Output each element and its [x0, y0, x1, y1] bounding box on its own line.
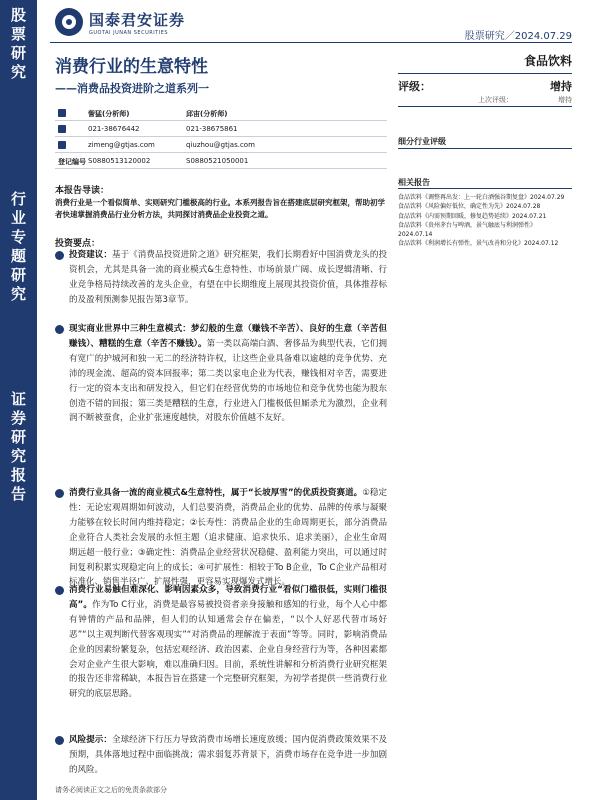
- key-points-title: 投资要点：: [55, 239, 101, 249]
- key-point-head: 投资建议：: [69, 250, 112, 260]
- registration-label: 登记编号: [58, 158, 86, 166]
- logo-icon: [55, 8, 83, 36]
- analyst-name-1: 訾猛(分析师): [88, 110, 130, 118]
- analyst-row-names: [55, 106, 387, 121]
- related-reports-title: 相关报告: [398, 178, 430, 187]
- sub-industry-rating-title: 细分行业评级: [398, 137, 446, 146]
- key-point-text: 全球经济下行压力导致消费市场增长速度放缓；国内促消费政策效果不及预期，具体落地过程中面临挑战；需求弱复苏背景下，消费市场存在竞争进一步加剧的风险。: [69, 735, 387, 775]
- logo-name-en: GUOTAI JUNAN SECURITIES: [89, 29, 169, 36]
- sidebar-label-industry-study: 行 业 专 题 研 究: [10, 190, 26, 303]
- bullet-icon: [55, 325, 64, 334]
- analyst-phone-2: 021-38675861: [186, 125, 238, 133]
- analyst-row-registration: [55, 154, 387, 169]
- header-divider: [50, 42, 572, 43]
- key-point-investment-advice: [55, 248, 387, 308]
- bullet-icon: [55, 489, 64, 498]
- related-report-item[interactable]: 食品饮料《内需预期回暖，修复趋势延续》2024.07.21: [398, 212, 547, 220]
- phone-icon: [58, 125, 66, 135]
- bullet-icon: [55, 586, 64, 595]
- report-title: 消费行业的生意特性: [55, 57, 208, 77]
- key-point-head: 消费行业具备一流的商业模式&生意特性，属于“长坡厚雪”的优质投资赛道。: [69, 488, 363, 498]
- related-report-item[interactable]: 食品饮料《风险偏好低位，确定性为先》2024.07.28: [398, 203, 541, 211]
- analyst-reg-2: S0880521050001: [186, 157, 249, 165]
- summary-body: 消费行业是一个看似简单、实则研究门槛极高的行业。本系列报告旨在搭建底层研究框架，帮助初学者快速掌握消费品行业分析方法，共同探讨消费品企业投资之道。: [55, 198, 385, 219]
- analyst-email-2[interactable]: qiuzhou@gtjas.com: [186, 141, 255, 149]
- key-point-text: 第一类以高端白酒、奢侈品为典型代表，它们拥有宽广的护城河和独一无二的经济特许权，让这些企业具备难以逾越的竞争优势、充沛的现金流、超高的资本回报率；第二类以家电企业为代表，赚钱相对辛苦，需要进行一定的资本支出和研发投入，但它们在经营优势的市场地位和竞争优势也能为股东创造不错的回报；第三类是糟糕的生意，行业进入门槛极低但厮杀尤为激烈，企业利润不断被蚕食，企业扩张速度越快，对股东价值越不友好。: [69, 338, 387, 424]
- analyst-reg-1: S0880513120002: [88, 157, 151, 165]
- analyst-phone-1: 021-38676442: [88, 125, 140, 133]
- analyst-name-2: 邱宙(分析师): [186, 110, 228, 118]
- related-report-item[interactable]: 食品饮料《调整再出发：上一轮白酒强谷期复盘》2024.07.29: [398, 194, 565, 201]
- report-subtitle: ——消费品投资进阶之道系列一: [55, 82, 209, 95]
- email-icon: [58, 141, 66, 151]
- key-point-risk-warning: [55, 733, 387, 778]
- sidebar-label-stock-research: 股 票 研 究: [10, 6, 26, 81]
- key-point-text: 作为To C行业，消费是最容易被投资者亲身接触和感知的行业，每个人心中都有钟情的产品和品牌，但人们的认知通常会存在偏差，“以个人好恶代替市场好恶”“以主观判断代替客观现实”“对消费品的理解流于表面”等等。同时，影响消费品企业的因素纷繁复杂，包括宏观经济、政治因素、企业自身经营行为等，各种因素都会对企业产生很大影响，难以准确归因。目前，系统性讲解和分析消费行业研究框架的报告还非常稀缺，本报告旨在搭建一个完整研究框架，为初学者提供一些消费行业研究的底层思路。: [69, 599, 387, 700]
- rating-divider-bottom: [398, 106, 572, 107]
- header-category-date: 股票研究／2024.07.29: [464, 31, 572, 42]
- summary-title: 本报告导读：: [55, 186, 110, 196]
- sidebar-label-securities-report: 证 券 研 究 报 告: [10, 390, 26, 503]
- analyst-row-phones: [55, 122, 387, 137]
- key-point-head: 现实商业世界中三种生意模式：梦幻般的生意（赚钱不辛苦）、良好的生意（辛苦但赚钱）、糟糕的生意（辛苦不赚钱）。: [69, 324, 387, 349]
- key-point-text: ①稳定性：无论宏观周期如何波动，人们总要消费，消费品企业的优势、品牌的传承与凝聚力能够在较长时间内维持稳定；②长寿性：消费品企业的生命周期更长，部分消费品企业符合人类社会发展的永恒主题（追求健康、追求快乐、追求美丽），企业生命周期远超一般行业；③确定性：消费品企业经营状况稳健、盈利能力突出，可以通过时间复利积累实现稳定向上的成长；④可扩展性：相较于To B企业，To C企业产品相对标准化、销售半径广、扩展性强，更容易实现爆发式增长。: [69, 488, 388, 588]
- prev-rating-value: 增持: [558, 96, 572, 104]
- related-report-item[interactable]: 食品饮料《利润增长有弹性，景气改善和分化》2024.07.12: [398, 240, 559, 248]
- related-report-item[interactable]: 食品饮料《贵州茅台与啤酒，景气触底与利润弹性》2024.07.14: [398, 221, 537, 239]
- person-icon: [58, 109, 66, 119]
- key-point-consumer-traits: [55, 486, 387, 590]
- company-logo: [55, 8, 185, 36]
- rating-divider-top: [398, 73, 572, 74]
- rating-value: 增持: [550, 80, 572, 93]
- key-point-text: 基于《消费品投资进阶之道》研究框架，我们长期看好中国消费龙头的投资机会，尤其是具备一流的商业模式&生意特性、市场前景广阔、成长逻辑清晰、行业竞争格局持续改善的龙头企业，有望在中长期维度上展现其投资价值，具体推荐标的及盈利预测参见报告第3章节。: [69, 250, 387, 305]
- key-point-research-threshold: [55, 583, 387, 702]
- bullet-icon: [55, 251, 64, 260]
- analyst-row-emails: [55, 138, 387, 153]
- disclaimer-footer: 请务必阅读正文之后的免责条款部分: [55, 786, 167, 794]
- key-point-business-models: [55, 322, 387, 426]
- industry-name: 食品饮料: [523, 54, 572, 68]
- related-reports-list: [398, 193, 570, 249]
- related-reports-divider: [398, 188, 572, 189]
- key-point-head: 消费行业易触但难深化、影响因素众多，导致消费行业“看似门槛很低，实则门槛很高”。: [69, 585, 387, 610]
- analyst-email-1[interactable]: zimeng@gtjas.com: [88, 141, 155, 149]
- sub-industry-divider: [398, 148, 572, 149]
- bullet-icon: [55, 736, 64, 745]
- prev-rating-label: 上次评级：: [478, 96, 513, 104]
- left-sidebar: [0, 0, 37, 800]
- analyst-table: [55, 106, 387, 168]
- logo-name-cn: 国泰君安证券: [89, 10, 186, 29]
- key-point-head: 风险提示：: [69, 735, 112, 745]
- rating-label: 评级：: [398, 80, 431, 93]
